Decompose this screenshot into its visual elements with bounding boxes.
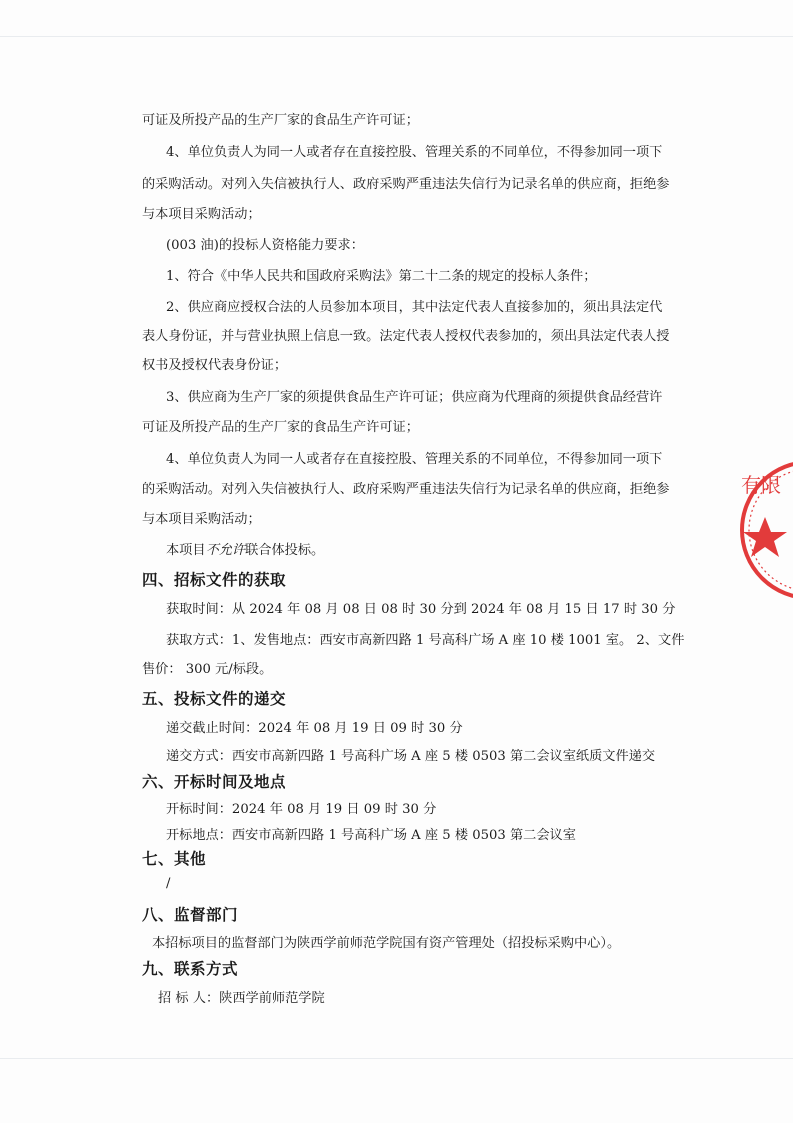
supervision-content: 本招标项目的监督部门为陕西学前师范学院国有资产管理处（招投标采购中心）。: [152, 936, 621, 951]
submission-method: 递交方式：西安市高新四路 1 号高科广场 A 座 5 楼 0503 第二会议室纸质文件递交: [166, 749, 656, 764]
section-heading-acquisition: 四、招标文件的获取: [142, 571, 287, 589]
paragraph-line: 的采购活动。对列入失信被执行人、政府采购严重违法失信行为记录名单的供应商，拒绝参: [142, 177, 670, 192]
paragraph-line: 权书及授权代表身份证；: [142, 358, 288, 373]
paragraph-line: 3、供应商为生产厂家的须提供食品生产许可证；供应商为代理商的须提供食品经营许: [166, 390, 663, 405]
section-heading-other: 七、其他: [142, 850, 207, 868]
seal-text: 有限: [741, 473, 781, 497]
section-heading-opening: 六、开标时间及地点: [142, 773, 287, 791]
acquisition-method: 获取方式：1、发售地点：西安市高新四路 1 号高科广场 A 座 10 楼 1001 室。 2、文件: [166, 633, 685, 648]
tenderer-line: 招 标 人：陕西学前师范学院: [158, 991, 325, 1006]
opening-location: 开标地点：西安市高新四路 1 号高科广场 A 座 5 楼 0503 第二会议室: [166, 828, 576, 843]
paragraph-line: 与本项目采购活动；: [142, 512, 261, 527]
scan-edge-line: [0, 36, 793, 37]
submission-deadline: 递交截止时间：2024 年 08 月 19 日 09 时 30 分: [166, 721, 463, 736]
paragraph-line: 可证及所投产品的生产厂家的食品生产许可证；: [142, 113, 419, 128]
paragraph-line: 4、单位负责人为同一人或者存在直接控股、管理关系的不同单位，不得参加同一项下: [166, 145, 663, 160]
paragraph-line: (003 油)的投标人资格能力要求：: [166, 238, 364, 253]
joint-bid-emphasis: 不允许: [205, 543, 246, 558]
section-heading-submission: 五、投标文件的递交: [142, 690, 287, 708]
paragraph-line: 可证及所投产品的生产厂家的食品生产许可证；: [142, 420, 419, 435]
document-price: 售价： 300 元/标段。: [142, 662, 273, 677]
acquisition-time: 获取时间：从 2024 年 08 月 08 日 08 时 30 分到 2024 年 08 月 15 日 17 时 30 分: [166, 602, 676, 617]
joint-bid-suffix: 联合体投标。: [245, 543, 325, 558]
joint-bid-prefix: 本项目: [166, 543, 206, 558]
other-content: /: [166, 876, 171, 891]
paragraph-line: 表人身份证，并与营业执照上信息一致。法定代表人授权代表参加的，须出具法定代表人授: [142, 329, 670, 344]
section-heading-contact: 九、联系方式: [142, 960, 239, 978]
opening-time: 开标时间：2024 年 08 月 19 日 09 时 30 分: [166, 802, 437, 817]
scan-edge-line: [0, 1058, 793, 1059]
paragraph-line: 2、供应商应授权合法的人员参加本项目，其中法定代表人直接参加的，须出具法定代: [166, 300, 663, 315]
paragraph-line: 1、符合《中华人民共和国政府采购法》第二十二条的规定的投标人条件；: [166, 269, 597, 284]
paragraph-line: 4、单位负责人为同一人或者存在直接控股、管理关系的不同单位，不得参加同一项下: [166, 452, 663, 467]
paragraph-line: 与本项目采购活动；: [142, 207, 261, 222]
paragraph-line: 的采购活动。对列入失信被执行人、政府采购严重违法失信行为记录名单的供应商，拒绝参: [142, 482, 670, 497]
section-heading-supervision: 八、监督部门: [142, 906, 239, 924]
official-seal-icon: [735, 452, 793, 612]
joint-bid-line: [166, 541, 706, 561]
